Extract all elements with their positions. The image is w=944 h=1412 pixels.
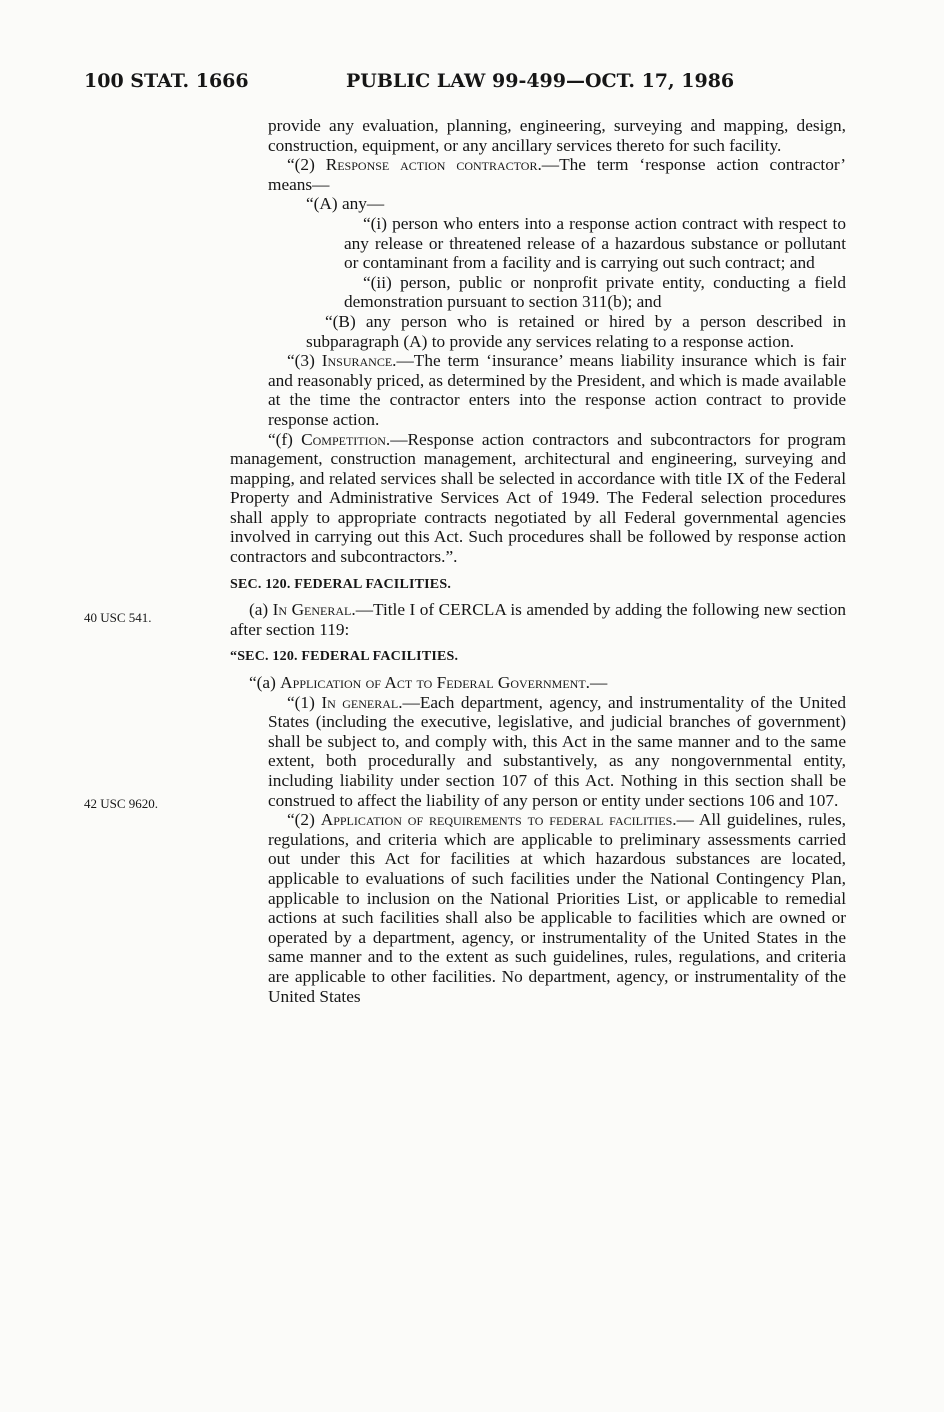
term-heading: Application of requirements to federal facilities. bbox=[320, 810, 677, 830]
para-number: “(2) bbox=[287, 155, 326, 175]
para-number: “(f) bbox=[268, 429, 302, 449]
para-text: —The term ‘response action contractor’ means— bbox=[268, 155, 846, 194]
para-number: “(2) bbox=[287, 810, 321, 830]
para-number: “(a) bbox=[249, 673, 281, 693]
statute-page-number: 100 STAT. 1666 bbox=[84, 70, 249, 92]
paragraph-b-any-person: “(B) any person who is retained or hired by a person described in subparagraph (A) to provide any services relating to a response action. bbox=[306, 311, 846, 351]
paragraph-continued: provide any evaluation, planning, engineering, surveying and mapping, design, construction, equipment, or any ancillary services thereto for such facility. bbox=[268, 116, 846, 155]
para-text: —Title I of CERCLA is amended by adding the following new section after section 119: bbox=[230, 600, 846, 639]
public-law-title: PUBLIC LAW 99-499—OCT. 17, 1986 bbox=[346, 70, 735, 92]
margin-note-40usc541: 40 USC 541. bbox=[84, 610, 152, 625]
paragraph-2-application-requirements bbox=[230, 810, 846, 1006]
term-heading: Application of Act to Federal Government. bbox=[280, 673, 590, 693]
para-text: — All guidelines, rules, regulations, and criteria which are applicable to preliminary assessments carried out under this Act for facilities at which hazardous substances are located, applicable to evaluations of such facilities under the National Contingency Plan, applicable to inclusion on the National Priorities List, or applicable to remedial actions at such facilities shall also be applicable to facilities which are owned or operated by a department, agency, or instrumentality of the United States in the same manner and to the extent as such guidelines, rules, regulations, and criteria are applicable to other facilities. No department, agency, or instrumentality of the United States bbox=[268, 810, 846, 1006]
term-heading: In General. bbox=[272, 600, 356, 620]
paragraph-1-in-general bbox=[230, 693, 846, 811]
margin-note-42usc9620: 42 USC 9620. bbox=[84, 796, 159, 811]
term-heading: Response action contractor. bbox=[325, 155, 542, 175]
paragraph-response-action-contractor bbox=[230, 155, 846, 194]
term-heading: Insurance. bbox=[321, 351, 397, 371]
para-text: — bbox=[589, 673, 608, 693]
term-heading: In general. bbox=[321, 692, 403, 712]
para-text: —The term ‘insurance’ means liability insurance which is fair and reasonably priced, as determined by the President, and which is made available at the time the contractor enters into the response action contract to provide response action. bbox=[268, 351, 846, 429]
paragraph-i-person: “(i) person who enters into a response action contract with respect to any release or threatened release of a hazardous substance or pollutant or contaminant from a facility and is carrying out such contract; and bbox=[344, 213, 846, 273]
para-text: —Each department, agency, and instrumentality of the United States (including the executive, legislative, and judicial branches of government) shall be subject to, and comply with, this Act in the same manner and to the same extent, both procedurally and substantively, as any nongovernmental entity, including liability under section 107 of this Act. Nothing in this section shall be construed to affect the liability of any person or entity under sections 106 and 107. bbox=[268, 692, 846, 810]
paragraph-ii-person: “(ii) person, public or nonprofit private entity, conducting a field demonstration pursuant to section 311(b); and bbox=[344, 272, 846, 312]
paragraph-competition bbox=[230, 430, 846, 567]
paragraph-application-of-act bbox=[230, 673, 846, 693]
section-heading-120: SEC. 120. FEDERAL FACILITIES. bbox=[230, 576, 452, 592]
body-text bbox=[230, 116, 846, 1006]
quoted-section-heading-120: “SEC. 120. FEDERAL FACILITIES. bbox=[230, 649, 459, 665]
paragraph-in-general bbox=[230, 600, 846, 639]
para-text: —Response action contractors and subcontractors for program management, construction management, architectural and engineering, surveying and mapping, and related services shall be selected in accordance with title IX of the Federal Property and Administrative Services Act of 1949. The Federal selection procedures shall apply to appropriate contracts negotiated by all Federal governmental agencies involved in carrying out this Act. Such procedures shall be followed by response action contractors and subcontractors.”. bbox=[230, 429, 846, 567]
para-number: (a) bbox=[249, 600, 273, 620]
paragraph-a-any: “(A) any— bbox=[306, 194, 385, 214]
para-number: “(3) bbox=[287, 351, 322, 371]
paragraph-insurance bbox=[230, 351, 846, 429]
para-number: “(1) bbox=[287, 692, 322, 712]
term-heading: Competition. bbox=[301, 429, 391, 449]
page-header bbox=[84, 70, 844, 100]
